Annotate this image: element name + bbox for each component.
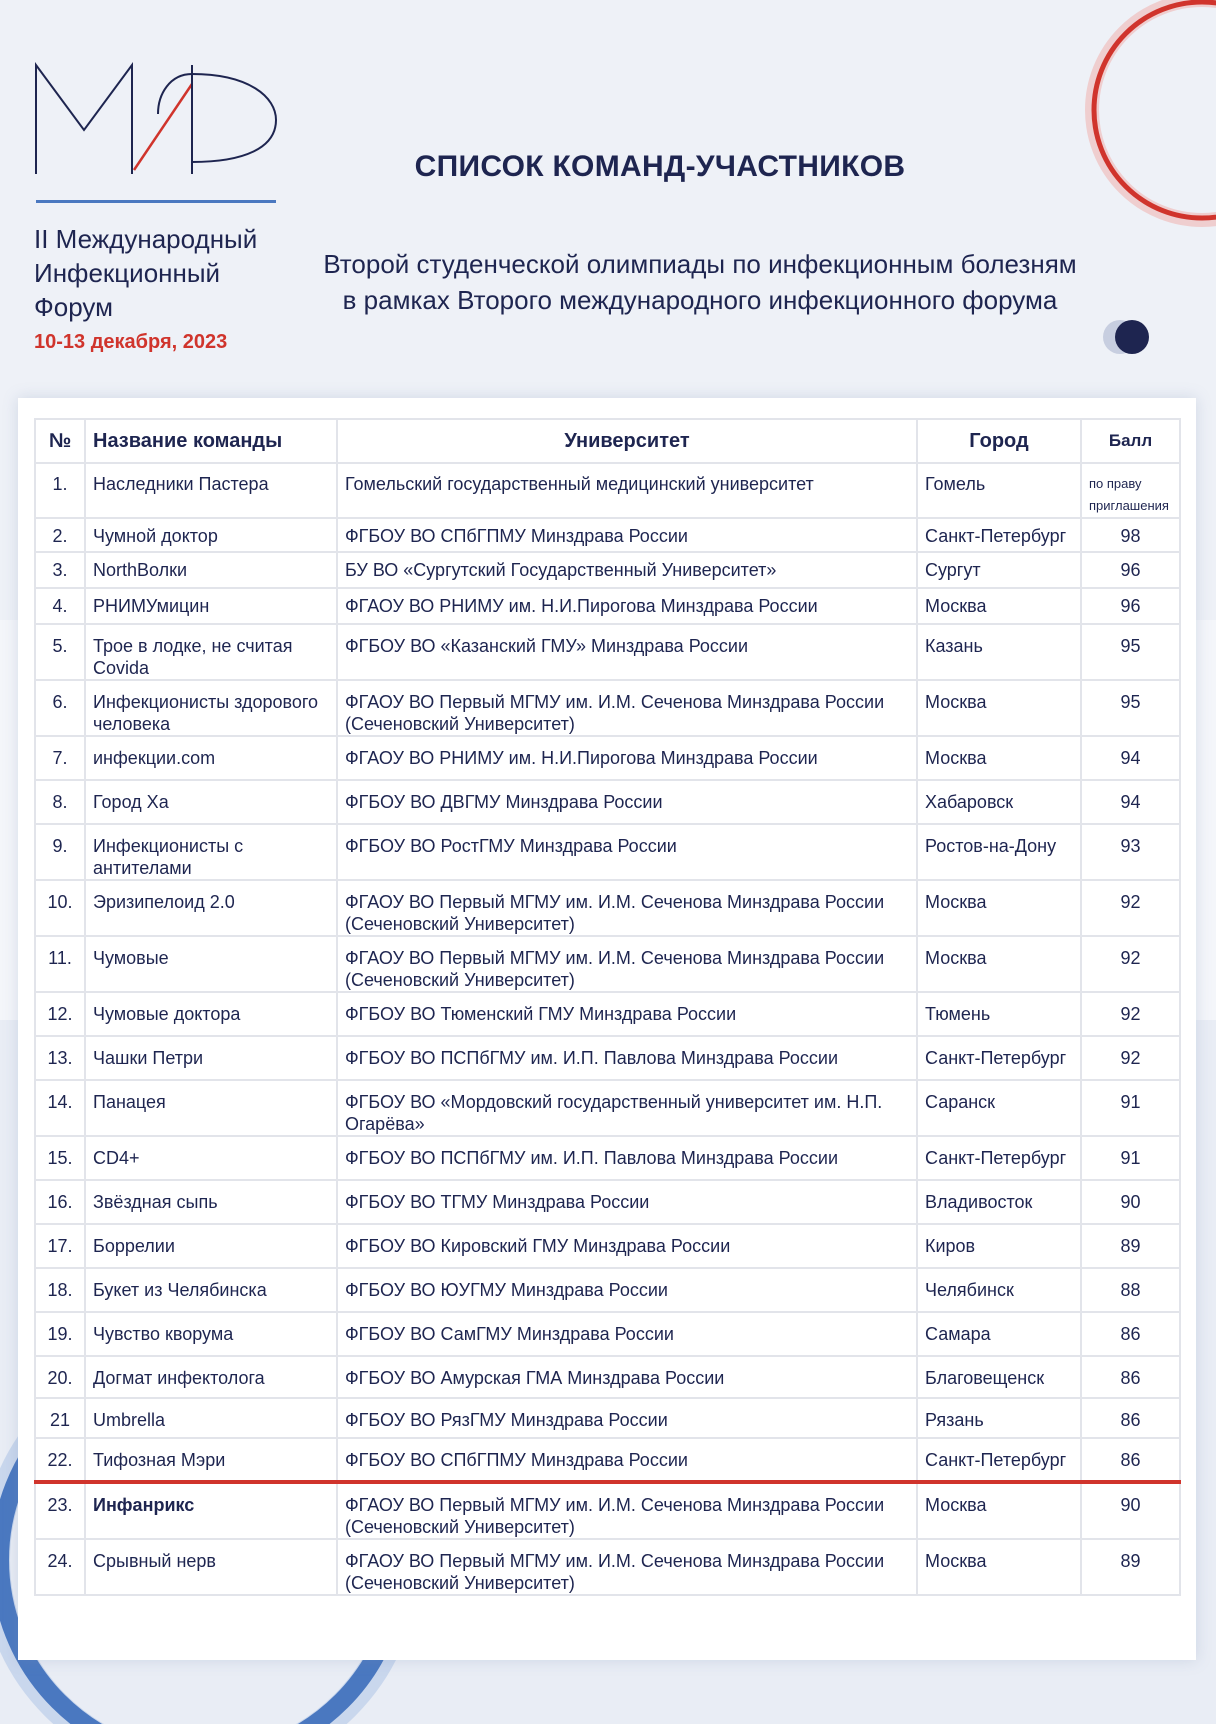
document-title: СПИСОК КОМАНД-УЧАСТНИКОВ [414, 150, 906, 183]
row-university: Гомельский государственный медицинский университет [337, 463, 917, 518]
row-university: ФГБОУ ВО ПСПбГМУ им. И.П. Павлова Минздрава России [337, 1036, 917, 1080]
row-number: 6. [35, 680, 85, 736]
row-university: ФГБОУ ВО СПбГПМУ Минздрава России [337, 518, 917, 552]
table-row [35, 736, 1180, 780]
header-team-name: Название команды [85, 419, 337, 463]
row-number: 19. [35, 1312, 85, 1356]
table-row [35, 1136, 1180, 1180]
row-city: Москва [917, 880, 1081, 936]
teams-table [34, 418, 1181, 1596]
row-score: 90 [1081, 1180, 1180, 1224]
header-score: Балл [1081, 419, 1180, 463]
row-team-name: инфекции.com [85, 736, 337, 780]
table-row [35, 1356, 1180, 1398]
row-city: Санкт-Петербург [917, 518, 1081, 552]
row-university: ФГБОУ ВО Тюменский ГМУ Минздрава России [337, 992, 917, 1036]
row-team-name: Трое в лодке, не считая Covida [85, 624, 337, 680]
row-score: 86 [1081, 1398, 1180, 1438]
row-university: ФГБОУ ВО «Мордовский государственный университет им. Н.П. Огарёва» [337, 1080, 917, 1136]
row-score: 86 [1081, 1356, 1180, 1398]
table-row [35, 936, 1180, 992]
row-number: 5. [35, 624, 85, 680]
row-team-name: Срывный нерв [85, 1539, 337, 1595]
row-score: 96 [1081, 552, 1180, 588]
row-city: Ростов-на-Дону [917, 824, 1081, 880]
subtitle-line: в рамках Второго международного инфекционного форума [342, 285, 1058, 315]
row-university: ФГАОУ ВО Первый МГМУ им. И.М. Сеченова Минздрава России (Сеченовский Университет) [337, 1539, 917, 1595]
table-row [35, 880, 1180, 936]
row-team-name: Инфекционисты с антителами [85, 824, 337, 880]
forum-dates: 10-13 декабря, 2023 [34, 331, 228, 353]
header-university: Университет [337, 419, 917, 463]
table-row [35, 824, 1180, 880]
table-row [35, 1080, 1180, 1136]
forum-logo [34, 62, 280, 177]
table-row [35, 552, 1180, 588]
table-header-row [35, 419, 1180, 463]
table-row [35, 780, 1180, 824]
row-university: ФГБОУ ВО СамГМУ Минздрава России [337, 1312, 917, 1356]
row-score: 92 [1081, 992, 1180, 1036]
table-row [35, 518, 1180, 552]
row-score: 90 [1081, 1482, 1180, 1539]
row-city: Москва [917, 936, 1081, 992]
row-team-name: NorthВолки [85, 552, 337, 588]
table-row [35, 1438, 1180, 1482]
row-team-name: РНИМУмицин [85, 588, 337, 624]
row-number: 14. [35, 1080, 85, 1136]
row-score: 96 [1081, 588, 1180, 624]
row-number: 11. [35, 936, 85, 992]
row-number: 10. [35, 880, 85, 936]
row-city: Киров [917, 1224, 1081, 1268]
header-city: Город [917, 419, 1081, 463]
row-number: 12. [35, 992, 85, 1036]
row-team-name: Инфанрикс [85, 1482, 337, 1539]
table-row [35, 1180, 1180, 1224]
row-number: 9. [35, 824, 85, 880]
row-number: 23. [35, 1482, 85, 1539]
row-city: Саранск [917, 1080, 1081, 1136]
table-row [35, 992, 1180, 1036]
row-university: ФГБОУ ВО РостГМУ Минздрава России [337, 824, 917, 880]
row-team-name: Чумной доктор [85, 518, 337, 552]
row-city: Москва [917, 1482, 1081, 1539]
row-university: ФГАОУ ВО Первый МГМУ им. И.М. Сеченова Минздрава России (Сеченовский Университет) [337, 680, 917, 736]
subtitle-line: Второй студенческой олимпиады по инфекционным болезням [323, 249, 1077, 279]
row-number: 16. [35, 1180, 85, 1224]
row-team-name: Букет из Челябинска [85, 1268, 337, 1312]
row-score: 88 [1081, 1268, 1180, 1312]
row-university: ФГБОУ ВО Амурская ГМА Минздрава России [337, 1356, 917, 1398]
row-city: Владивосток [917, 1180, 1081, 1224]
row-score: 93 [1081, 824, 1180, 880]
row-score: 86 [1081, 1438, 1180, 1482]
row-team-name: Тифозная Мэри [85, 1438, 337, 1482]
row-score: 89 [1081, 1224, 1180, 1268]
row-score: 94 [1081, 780, 1180, 824]
row-number: 1. [35, 463, 85, 518]
row-team-name: Панацея [85, 1080, 337, 1136]
row-number: 17. [35, 1224, 85, 1268]
row-university: ФГАОУ ВО Первый МГМУ им. И.М. Сеченова Минздрава России (Сеченовский Университет) [337, 880, 917, 936]
row-score: 86 [1081, 1312, 1180, 1356]
row-number: 2. [35, 518, 85, 552]
row-score: 98 [1081, 518, 1180, 552]
row-city: Челябинск [917, 1268, 1081, 1312]
row-city: Москва [917, 1539, 1081, 1595]
row-university: ФГАОУ ВО Первый МГМУ им. И.М. Сеченова Минздрава России (Сеченовский Университет) [337, 1482, 917, 1539]
row-city: Санкт-Петербург [917, 1136, 1081, 1180]
navy-dot-decoration [1096, 312, 1156, 362]
table-row [35, 1398, 1180, 1438]
logo-text: МИФ [34, 62, 37, 63]
row-team-name: Догмат инфектолога [85, 1356, 337, 1398]
forum-name [34, 222, 294, 324]
row-team-name: Боррелии [85, 1224, 337, 1268]
forum-name-line: Инфекционный [34, 258, 221, 288]
row-university: ФГБОУ ВО ПСПбГМУ им. И.П. Павлова Минздрава России [337, 1136, 917, 1180]
table-row [35, 1036, 1180, 1080]
table-row [35, 1539, 1180, 1595]
document-subtitle [270, 246, 1130, 318]
logo-underline [36, 200, 276, 203]
row-city: Казань [917, 624, 1081, 680]
row-score: по праву приглашения [1081, 463, 1180, 518]
row-team-name: Чумовые [85, 936, 337, 992]
row-team-name: Звёздная сыпь [85, 1180, 337, 1224]
row-university: ФГБОУ ВО ЮУГМУ Минздрава России [337, 1268, 917, 1312]
row-number: 13. [35, 1036, 85, 1080]
row-team-name: Umbrella [85, 1398, 337, 1438]
header-num: № [35, 419, 85, 463]
row-university: ФГБОУ ВО РязГМУ Минздрава России [337, 1398, 917, 1438]
row-number: 18. [35, 1268, 85, 1312]
row-city: Москва [917, 588, 1081, 624]
row-number: 3. [35, 552, 85, 588]
row-team-name: CD4+ [85, 1136, 337, 1180]
row-university: ФГБОУ ВО СПбГПМУ Минздрава России [337, 1438, 917, 1482]
row-score: 92 [1081, 1036, 1180, 1080]
row-university: ФГАОУ ВО РНИМУ им. Н.И.Пирогова Минздрава России [337, 588, 917, 624]
row-score: 92 [1081, 880, 1180, 936]
row-university: ФГБОУ ВО Кировский ГМУ Минздрава России [337, 1224, 917, 1268]
row-team-name: Чашки Петри [85, 1036, 337, 1080]
row-city: Благовещенск [917, 1356, 1081, 1398]
row-city: Москва [917, 736, 1081, 780]
row-score: 91 [1081, 1136, 1180, 1180]
row-number: 4. [35, 588, 85, 624]
table-row [35, 624, 1180, 680]
row-number: 24. [35, 1539, 85, 1595]
row-university: ФГБОУ ВО «Казанский ГМУ» Минздрава России [337, 624, 917, 680]
row-city: Москва [917, 680, 1081, 736]
row-number: 7. [35, 736, 85, 780]
row-city: Санкт-Петербург [917, 1036, 1081, 1080]
table-row [35, 588, 1180, 624]
table-row [35, 1268, 1180, 1312]
row-team-name: Чувство кворума [85, 1312, 337, 1356]
row-city: Сургут [917, 552, 1081, 588]
table-row [35, 680, 1180, 736]
row-number: 21 [35, 1398, 85, 1438]
table-row [35, 1312, 1180, 1356]
row-score: 95 [1081, 680, 1180, 736]
row-score: 89 [1081, 1539, 1180, 1595]
forum-name-line: Форум [34, 292, 113, 322]
row-city: Рязань [917, 1398, 1081, 1438]
row-team-name: Эризипелоид 2.0 [85, 880, 337, 936]
row-team-name: Город Ха [85, 780, 337, 824]
table-row [35, 1224, 1180, 1268]
row-number: 20. [35, 1356, 85, 1398]
row-score: 91 [1081, 1080, 1180, 1136]
row-city: Гомель [917, 463, 1081, 518]
row-team-name: Чумовые доктора [85, 992, 337, 1036]
row-university: ФГБОУ ВО ТГМУ Минздрава России [337, 1180, 917, 1224]
row-university: ФГАОУ ВО Первый МГМУ им. И.М. Сеченова Минздрава России (Сеченовский Университет) [337, 936, 917, 992]
row-team-name: Наследники Пастера [85, 463, 337, 518]
row-number: 15. [35, 1136, 85, 1180]
row-university: ФГБОУ ВО ДВГМУ Минздрава России [337, 780, 917, 824]
forum-name-line: II Международный [34, 224, 258, 254]
row-score: 94 [1081, 736, 1180, 780]
table-row [35, 463, 1180, 518]
red-ring-decoration [1000, 0, 1216, 230]
row-city: Тюмень [917, 992, 1081, 1036]
row-score: 92 [1081, 936, 1180, 992]
row-number: 22. [35, 1438, 85, 1482]
row-city: Хабаровск [917, 780, 1081, 824]
table-row [35, 1482, 1180, 1539]
row-score: 95 [1081, 624, 1180, 680]
row-team-name: Инфекционисты здорового человека [85, 680, 337, 736]
row-university: ФГАОУ ВО РНИМУ им. Н.И.Пирогова Минздрава России [337, 736, 917, 780]
row-city: Самара [917, 1312, 1081, 1356]
table-body [35, 463, 1180, 1595]
row-number: 8. [35, 780, 85, 824]
row-city: Санкт-Петербург [917, 1438, 1081, 1482]
row-university: БУ ВО «Сургутский Государственный Университет» [337, 552, 917, 588]
